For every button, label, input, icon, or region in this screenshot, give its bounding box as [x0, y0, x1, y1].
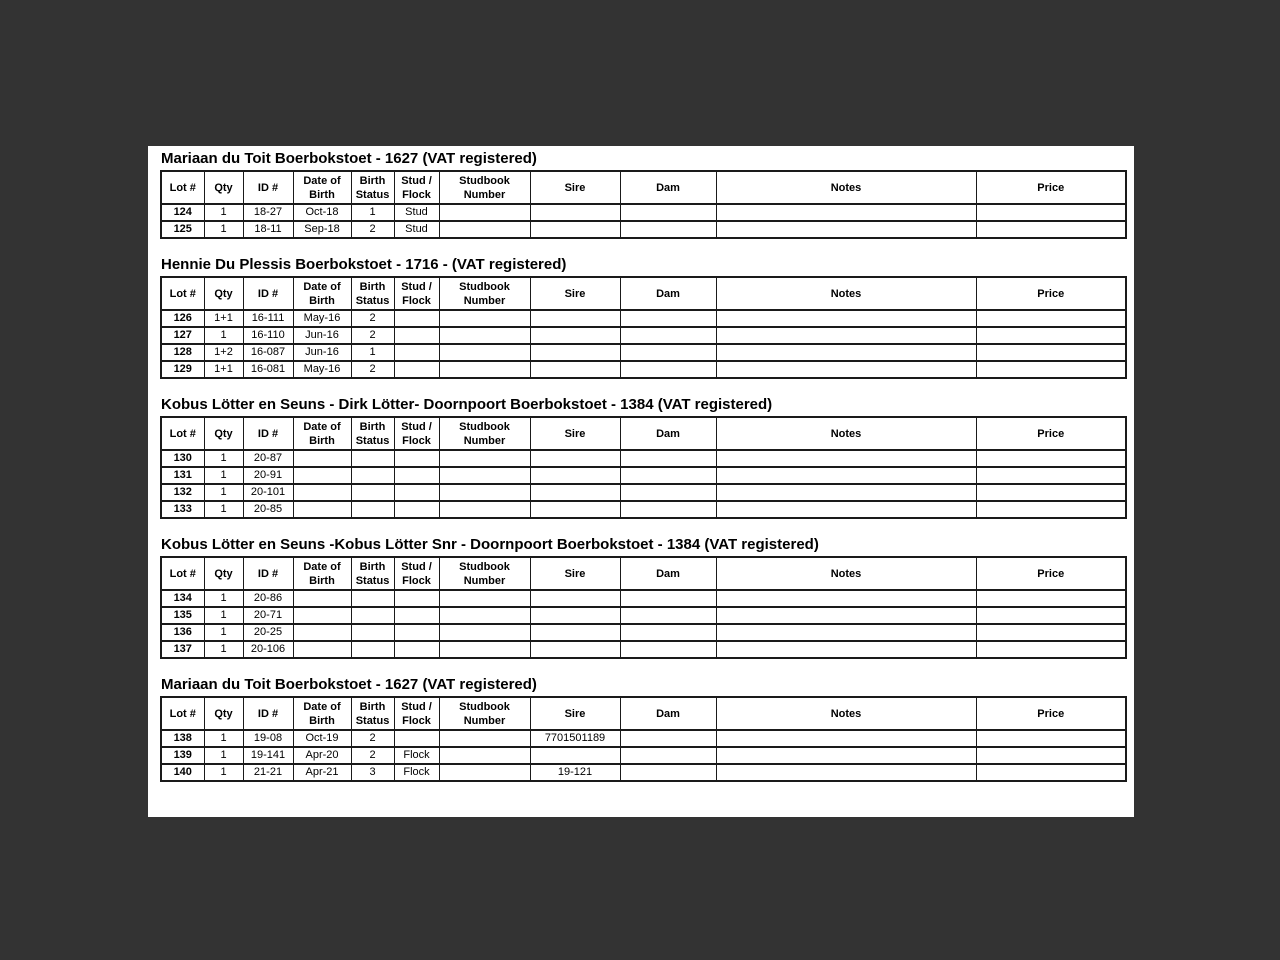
dam-cell [620, 607, 716, 624]
studbook-number-cell [439, 501, 530, 518]
column-header-id: ID # [243, 171, 293, 204]
date-of-birth-cell [293, 607, 351, 624]
dam-cell [620, 590, 716, 607]
lot-cell: 137 [161, 641, 204, 658]
column-header-lot: Lot # [161, 557, 204, 590]
id-cell: 18-11 [243, 221, 293, 238]
qty-cell: 1 [204, 327, 243, 344]
column-header-studbook-number: Studbook Number [439, 697, 530, 730]
dam-cell [620, 361, 716, 378]
lot-row [161, 327, 1126, 344]
sire-cell [530, 327, 620, 344]
dam-cell [620, 327, 716, 344]
sire-cell [530, 624, 620, 641]
notes-cell [716, 450, 976, 467]
column-header-id: ID # [243, 417, 293, 450]
column-header-price: Price [976, 417, 1126, 450]
birth-status-cell [351, 641, 394, 658]
section-title: Mariaan du Toit Boerbokstoet - 1627 (VAT registered) [161, 150, 537, 167]
studbook-number-cell [439, 590, 530, 607]
lot-row [161, 730, 1126, 747]
id-cell: 21-21 [243, 764, 293, 781]
studbook-number-cell [439, 624, 530, 641]
price-cell [976, 484, 1126, 501]
column-header-stud-flock: Stud / Flock [394, 697, 439, 730]
column-header-price: Price [976, 277, 1126, 310]
sire-cell: 7701501189 [530, 730, 620, 747]
sire-cell [530, 361, 620, 378]
date-of-birth-cell: Jun-16 [293, 327, 351, 344]
studbook-number-cell [439, 204, 530, 221]
studbook-number-cell [439, 484, 530, 501]
price-cell [976, 590, 1126, 607]
studbook-number-cell [439, 747, 530, 764]
id-cell: 20-85 [243, 501, 293, 518]
studbook-number-cell [439, 641, 530, 658]
lot-row [161, 484, 1126, 501]
lot-row [161, 501, 1126, 518]
section-title: Kobus Lötter en Seuns - Dirk Lötter- Doornpoort Boerbokstoet - 1384 (VAT registered) [161, 396, 773, 413]
birth-status-cell: 2 [351, 310, 394, 327]
lot-row [161, 467, 1126, 484]
studbook-number-cell [439, 344, 530, 361]
column-header-dam: Dam [620, 697, 716, 730]
lot-table [160, 416, 1127, 519]
lot-table [160, 556, 1127, 659]
qty-cell: 1 [204, 747, 243, 764]
qty-cell: 1 [204, 730, 243, 747]
dam-cell [620, 764, 716, 781]
column-header-sire: Sire [530, 557, 620, 590]
studbook-number-cell [439, 607, 530, 624]
id-cell: 20-101 [243, 484, 293, 501]
id-cell: 20-91 [243, 467, 293, 484]
column-header-date-of-birth: Date of Birth [293, 697, 351, 730]
id-cell: 20-71 [243, 607, 293, 624]
date-of-birth-cell: Oct-18 [293, 204, 351, 221]
birth-status-cell [351, 484, 394, 501]
lot-row [161, 590, 1126, 607]
id-cell: 16-081 [243, 361, 293, 378]
birth-status-cell: 2 [351, 221, 394, 238]
lot-cell: 127 [161, 327, 204, 344]
stud-flock-cell [394, 641, 439, 658]
stud-flock-cell [394, 484, 439, 501]
qty-cell: 1 [204, 467, 243, 484]
studbook-number-cell [439, 450, 530, 467]
id-cell: 16-087 [243, 344, 293, 361]
dam-cell [620, 310, 716, 327]
column-header-price: Price [976, 171, 1126, 204]
column-header-sire: Sire [530, 697, 620, 730]
column-header-id: ID # [243, 277, 293, 310]
dam-cell [620, 344, 716, 361]
column-header-id: ID # [243, 557, 293, 590]
date-of-birth-cell: Oct-19 [293, 730, 351, 747]
date-of-birth-cell [293, 484, 351, 501]
lot-cell: 129 [161, 361, 204, 378]
dam-cell [620, 450, 716, 467]
lot-row [161, 310, 1126, 327]
notes-cell [716, 484, 976, 501]
studbook-number-cell [439, 730, 530, 747]
qty-cell: 1 [204, 221, 243, 238]
qty-cell: 1 [204, 764, 243, 781]
column-header-date-of-birth: Date of Birth [293, 277, 351, 310]
column-header-studbook-number: Studbook Number [439, 277, 530, 310]
price-cell [976, 641, 1126, 658]
id-cell: 19-08 [243, 730, 293, 747]
lot-row [161, 764, 1126, 781]
lot-cell: 132 [161, 484, 204, 501]
dam-cell [620, 747, 716, 764]
column-header-date-of-birth: Date of Birth [293, 417, 351, 450]
studbook-number-cell [439, 327, 530, 344]
dam-cell [620, 221, 716, 238]
price-cell [976, 501, 1126, 518]
qty-cell: 1 [204, 450, 243, 467]
studbook-number-cell [439, 764, 530, 781]
sire-cell [530, 607, 620, 624]
column-header-date-of-birth: Date of Birth [293, 171, 351, 204]
column-header-notes: Notes [716, 417, 976, 450]
birth-status-cell [351, 590, 394, 607]
column-header-qty: Qty [204, 417, 243, 450]
lot-section [160, 150, 1126, 239]
notes-cell [716, 221, 976, 238]
column-header-qty: Qty [204, 171, 243, 204]
id-cell: 20-86 [243, 590, 293, 607]
dam-cell [620, 484, 716, 501]
date-of-birth-cell: May-16 [293, 310, 351, 327]
section-title: Mariaan du Toit Boerbokstoet - 1627 (VAT registered) [161, 676, 537, 693]
dam-cell [620, 204, 716, 221]
column-header-id: ID # [243, 697, 293, 730]
column-header-lot: Lot # [161, 277, 204, 310]
price-cell [976, 327, 1126, 344]
dam-cell [620, 467, 716, 484]
header-row [161, 277, 1126, 310]
lot-row [161, 624, 1126, 641]
column-header-date-of-birth: Date of Birth [293, 557, 351, 590]
sire-cell [530, 221, 620, 238]
notes-cell [716, 590, 976, 607]
lot-cell: 138 [161, 730, 204, 747]
lot-row [161, 204, 1126, 221]
sire-cell [530, 747, 620, 764]
qty-cell: 1 [204, 590, 243, 607]
sire-cell [530, 484, 620, 501]
notes-cell [716, 730, 976, 747]
qty-cell: 1 [204, 624, 243, 641]
column-header-price: Price [976, 697, 1126, 730]
column-header-studbook-number: Studbook Number [439, 417, 530, 450]
column-header-studbook-number: Studbook Number [439, 171, 530, 204]
column-header-notes: Notes [716, 557, 976, 590]
lot-cell: 130 [161, 450, 204, 467]
lot-section [160, 536, 1126, 659]
lot-cell: 133 [161, 501, 204, 518]
birth-status-cell: 3 [351, 764, 394, 781]
studbook-number-cell [439, 310, 530, 327]
stud-flock-cell: Flock [394, 747, 439, 764]
id-cell: 19-141 [243, 747, 293, 764]
id-cell: 18-27 [243, 204, 293, 221]
lot-cell: 140 [161, 764, 204, 781]
date-of-birth-cell: Jun-16 [293, 344, 351, 361]
header-row [161, 697, 1126, 730]
price-cell [976, 361, 1126, 378]
notes-cell [716, 607, 976, 624]
lot-cell: 135 [161, 607, 204, 624]
sire-cell [530, 204, 620, 221]
column-header-birth-status: Birth Status [351, 697, 394, 730]
lot-cell: 136 [161, 624, 204, 641]
qty-cell: 1+1 [204, 361, 243, 378]
notes-cell [716, 624, 976, 641]
lot-row [161, 361, 1126, 378]
birth-status-cell: 1 [351, 204, 394, 221]
birth-status-cell: 1 [351, 344, 394, 361]
stud-flock-cell [394, 450, 439, 467]
lot-section [160, 676, 1126, 782]
lot-row [161, 450, 1126, 467]
date-of-birth-cell: Apr-20 [293, 747, 351, 764]
notes-cell [716, 764, 976, 781]
dam-cell [620, 624, 716, 641]
price-cell [976, 764, 1126, 781]
section-title: Hennie Du Plessis Boerbokstoet - 1716 - (VAT registered) [161, 256, 567, 273]
column-header-dam: Dam [620, 171, 716, 204]
document-page [148, 146, 1134, 817]
birth-status-cell [351, 501, 394, 518]
lot-cell: 139 [161, 747, 204, 764]
header-row [161, 557, 1126, 590]
id-cell: 20-87 [243, 450, 293, 467]
qty-cell: 1+1 [204, 310, 243, 327]
notes-cell [716, 204, 976, 221]
qty-cell: 1 [204, 484, 243, 501]
date-of-birth-cell: Sep-18 [293, 221, 351, 238]
lot-table [160, 696, 1127, 782]
id-cell: 20-106 [243, 641, 293, 658]
studbook-number-cell [439, 221, 530, 238]
notes-cell [716, 361, 976, 378]
stud-flock-cell: Stud [394, 221, 439, 238]
lot-row [161, 747, 1126, 764]
column-header-lot: Lot # [161, 171, 204, 204]
column-header-notes: Notes [716, 171, 976, 204]
column-header-birth-status: Birth Status [351, 171, 394, 204]
date-of-birth-cell [293, 501, 351, 518]
sire-cell [530, 641, 620, 658]
stud-flock-cell [394, 361, 439, 378]
stud-flock-cell [394, 590, 439, 607]
lot-cell: 131 [161, 467, 204, 484]
column-header-dam: Dam [620, 557, 716, 590]
date-of-birth-cell: May-16 [293, 361, 351, 378]
stud-flock-cell [394, 327, 439, 344]
notes-cell [716, 327, 976, 344]
date-of-birth-cell [293, 641, 351, 658]
birth-status-cell: 2 [351, 327, 394, 344]
qty-cell: 1+2 [204, 344, 243, 361]
birth-status-cell: 2 [351, 730, 394, 747]
qty-cell: 1 [204, 204, 243, 221]
column-header-sire: Sire [530, 417, 620, 450]
date-of-birth-cell [293, 590, 351, 607]
birth-status-cell: 2 [351, 747, 394, 764]
price-cell [976, 450, 1126, 467]
sire-cell [530, 501, 620, 518]
notes-cell [716, 467, 976, 484]
column-header-notes: Notes [716, 277, 976, 310]
price-cell [976, 204, 1126, 221]
lot-cell: 125 [161, 221, 204, 238]
sire-cell [530, 310, 620, 327]
column-header-stud-flock: Stud / Flock [394, 417, 439, 450]
price-cell [976, 747, 1126, 764]
column-header-stud-flock: Stud / Flock [394, 171, 439, 204]
lot-row [161, 221, 1126, 238]
date-of-birth-cell [293, 450, 351, 467]
lot-table [160, 170, 1127, 239]
column-header-stud-flock: Stud / Flock [394, 277, 439, 310]
notes-cell [716, 310, 976, 327]
notes-cell [716, 344, 976, 361]
lot-section [160, 396, 1126, 519]
header-row [161, 171, 1126, 204]
stud-flock-cell [394, 730, 439, 747]
sire-cell: 19-121 [530, 764, 620, 781]
stud-flock-cell [394, 467, 439, 484]
column-header-qty: Qty [204, 697, 243, 730]
sire-cell [530, 467, 620, 484]
sire-cell [530, 590, 620, 607]
stud-flock-cell [394, 344, 439, 361]
header-row [161, 417, 1126, 450]
sire-cell [530, 450, 620, 467]
price-cell [976, 467, 1126, 484]
id-cell: 16-111 [243, 310, 293, 327]
notes-cell [716, 641, 976, 658]
price-cell [976, 624, 1126, 641]
column-header-dam: Dam [620, 417, 716, 450]
dam-cell [620, 501, 716, 518]
qty-cell: 1 [204, 501, 243, 518]
dam-cell [620, 730, 716, 747]
column-header-sire: Sire [530, 171, 620, 204]
column-header-dam: Dam [620, 277, 716, 310]
lot-cell: 124 [161, 204, 204, 221]
stud-flock-cell: Stud [394, 204, 439, 221]
column-header-lot: Lot # [161, 417, 204, 450]
lot-row [161, 641, 1126, 658]
sire-cell [530, 344, 620, 361]
date-of-birth-cell [293, 624, 351, 641]
birth-status-cell [351, 450, 394, 467]
notes-cell [716, 501, 976, 518]
section-title: Kobus Lötter en Seuns -Kobus Lötter Snr - Doornpoort Boerbokstoet - 1384 (VAT registered) [161, 536, 819, 553]
notes-cell [716, 747, 976, 764]
qty-cell: 1 [204, 607, 243, 624]
column-header-notes: Notes [716, 697, 976, 730]
lot-section [160, 256, 1126, 379]
id-cell: 16-110 [243, 327, 293, 344]
stud-flock-cell [394, 501, 439, 518]
dam-cell [620, 641, 716, 658]
column-header-stud-flock: Stud / Flock [394, 557, 439, 590]
lot-cell: 128 [161, 344, 204, 361]
id-cell: 20-25 [243, 624, 293, 641]
birth-status-cell [351, 607, 394, 624]
lot-row [161, 607, 1126, 624]
qty-cell: 1 [204, 641, 243, 658]
column-header-qty: Qty [204, 557, 243, 590]
price-cell [976, 607, 1126, 624]
lot-cell: 134 [161, 590, 204, 607]
stud-flock-cell [394, 624, 439, 641]
stud-flock-cell [394, 607, 439, 624]
lot-table [160, 276, 1127, 379]
lot-cell: 126 [161, 310, 204, 327]
price-cell [976, 310, 1126, 327]
column-header-qty: Qty [204, 277, 243, 310]
column-header-lot: Lot # [161, 697, 204, 730]
studbook-number-cell [439, 361, 530, 378]
price-cell [976, 221, 1126, 238]
date-of-birth-cell: Apr-21 [293, 764, 351, 781]
birth-status-cell: 2 [351, 361, 394, 378]
price-cell [976, 344, 1126, 361]
price-cell [976, 730, 1126, 747]
column-header-birth-status: Birth Status [351, 277, 394, 310]
column-header-birth-status: Birth Status [351, 417, 394, 450]
column-header-sire: Sire [530, 277, 620, 310]
birth-status-cell [351, 467, 394, 484]
lot-row [161, 344, 1126, 361]
studbook-number-cell [439, 467, 530, 484]
column-header-birth-status: Birth Status [351, 557, 394, 590]
column-header-studbook-number: Studbook Number [439, 557, 530, 590]
date-of-birth-cell [293, 467, 351, 484]
column-header-price: Price [976, 557, 1126, 590]
birth-status-cell [351, 624, 394, 641]
stud-flock-cell [394, 310, 439, 327]
stud-flock-cell: Flock [394, 764, 439, 781]
